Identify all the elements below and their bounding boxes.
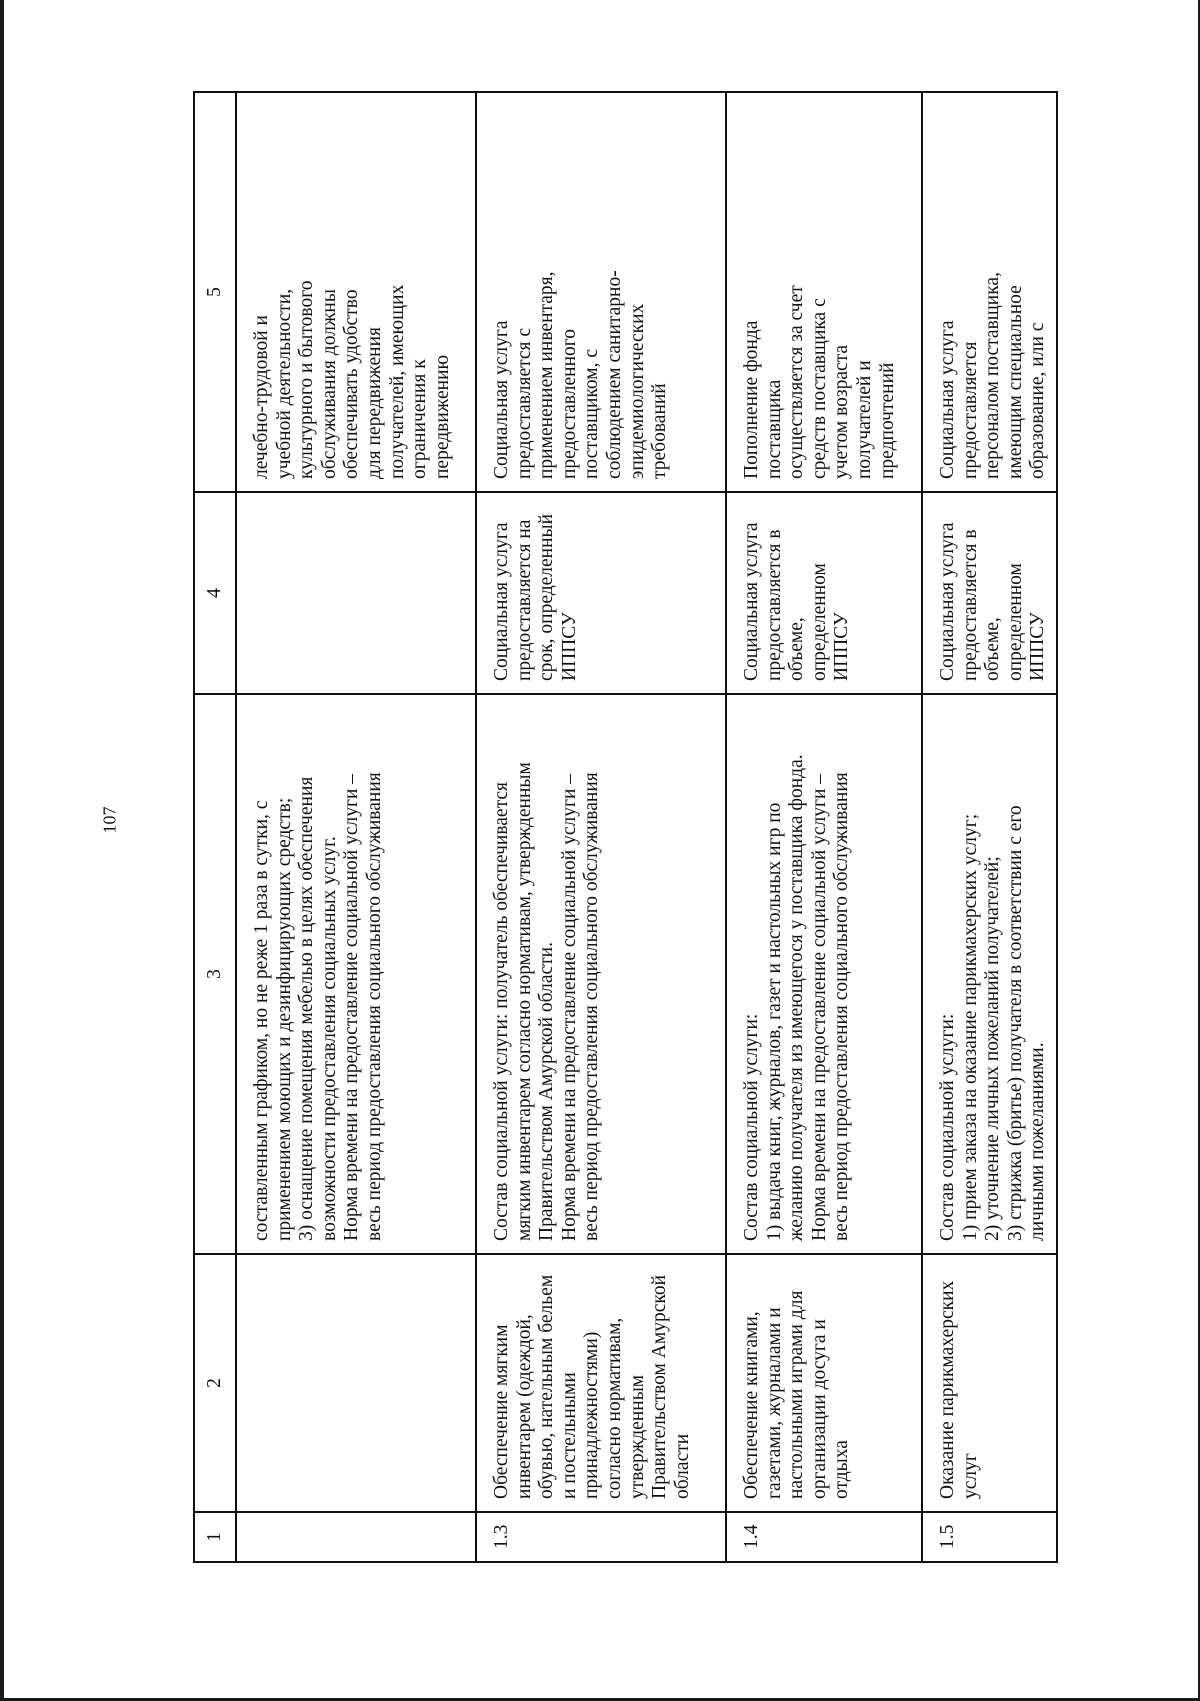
cell-number: 1.3 xyxy=(476,1512,726,1562)
scan-edge-left xyxy=(0,0,4,1701)
cell-service-conditions: лечебно-трудовой и учебной деятельности, культурного и бытового обслуживания должны обеспечивать удобство для передвижения получателей, имеющих ограничения к передвижению xyxy=(236,92,476,492)
cell-service-name: Обеспечение мягким инвентарем (одеждой, обувью, нательным бельем и постельными принадлежностями) согласно нормативам, утвержденным Правительством Амурской области xyxy=(476,1254,726,1512)
cell-number xyxy=(236,1512,476,1562)
table-row xyxy=(922,92,1057,1562)
header-col-3: 3 xyxy=(194,694,236,1254)
table-row xyxy=(476,92,726,1562)
cell-service-conditions: Социальная услуга предоставляется с применением инвентаря, предоставленного поставщиком, с соблюдением санитарно- эпидемиологических требований xyxy=(476,92,726,492)
cell-service-description: составленным графиком, но не реже 1 раза в сутки, с применением моющих и дезинфицирующих средств; 3) оснащение помещения мебелью в целях обеспечения возможности предоставления социальных услуг. Норма времени на предоставление социальной услуги – весь период предоставления социального обслуживания xyxy=(236,694,476,1254)
cell-service-volume: Социальная услуга предоставляется в объеме, определенном ИППСУ xyxy=(726,492,922,694)
cell-service-conditions: Социальная услуга предоставляется персоналом поставщика, имеющим специальное образование, или с xyxy=(922,92,1057,492)
services-table-container xyxy=(193,93,1053,1563)
page-number: 107 xyxy=(99,806,120,834)
table-row xyxy=(236,92,476,1562)
cell-service-description: Состав социальной услуги: получатель обеспечивается мягким инвентарем согласно нормативам, утвержденным Правительством Амурской области. Норма времени на предоставление социальной услуги – весь период предоставления социального обслуживания xyxy=(476,694,726,1254)
header-col-5: 5 xyxy=(194,92,236,492)
cell-service-conditions: Пополнение фонда поставщика осуществляется за счет средств поставщика с учетом возраста получателей и предпочтений xyxy=(726,92,922,492)
header-col-4: 4 xyxy=(194,492,236,694)
cell-service-name: Оказание парикмахерских услуг xyxy=(922,1254,1057,1512)
header-col-1: 1 xyxy=(194,1512,236,1562)
cell-number: 1.5 xyxy=(922,1512,1057,1562)
cell-service-volume xyxy=(236,492,476,694)
cell-service-volume: Социальная услуга предоставляется в объеме, определенном ИППСУ xyxy=(922,492,1057,694)
table-row xyxy=(726,92,922,1562)
cell-number: 1.4 xyxy=(726,1512,922,1562)
cell-service-name: Обеспечение книгами, газетами, журналами и настольными играми для организации досуга и отдыха xyxy=(726,1254,922,1512)
header-row xyxy=(194,92,236,1562)
cell-service-name xyxy=(236,1254,476,1512)
services-table xyxy=(193,91,1058,1563)
cell-service-volume: Социальная услуга предоставляется на срок, определенный ИППСУ xyxy=(476,492,726,694)
cell-service-description: Состав социальной услуги: 1) выдача книг, журналов, газет и настольных игр по желанию получателя из имеющегося у поставщика фонда. Норма времени на предоставление социальной услуги – весь период предоставления социального обслуживания xyxy=(726,694,922,1254)
header-col-2: 2 xyxy=(194,1254,236,1512)
cell-service-description: Состав социальной услуги: 1) прием заказа на оказание парикмахерских услуг; 2) уточнение личных пожеланий получателей; 3) стрижка (бритье) получателя в соответствии с его личными пожеланиями. xyxy=(922,694,1057,1254)
